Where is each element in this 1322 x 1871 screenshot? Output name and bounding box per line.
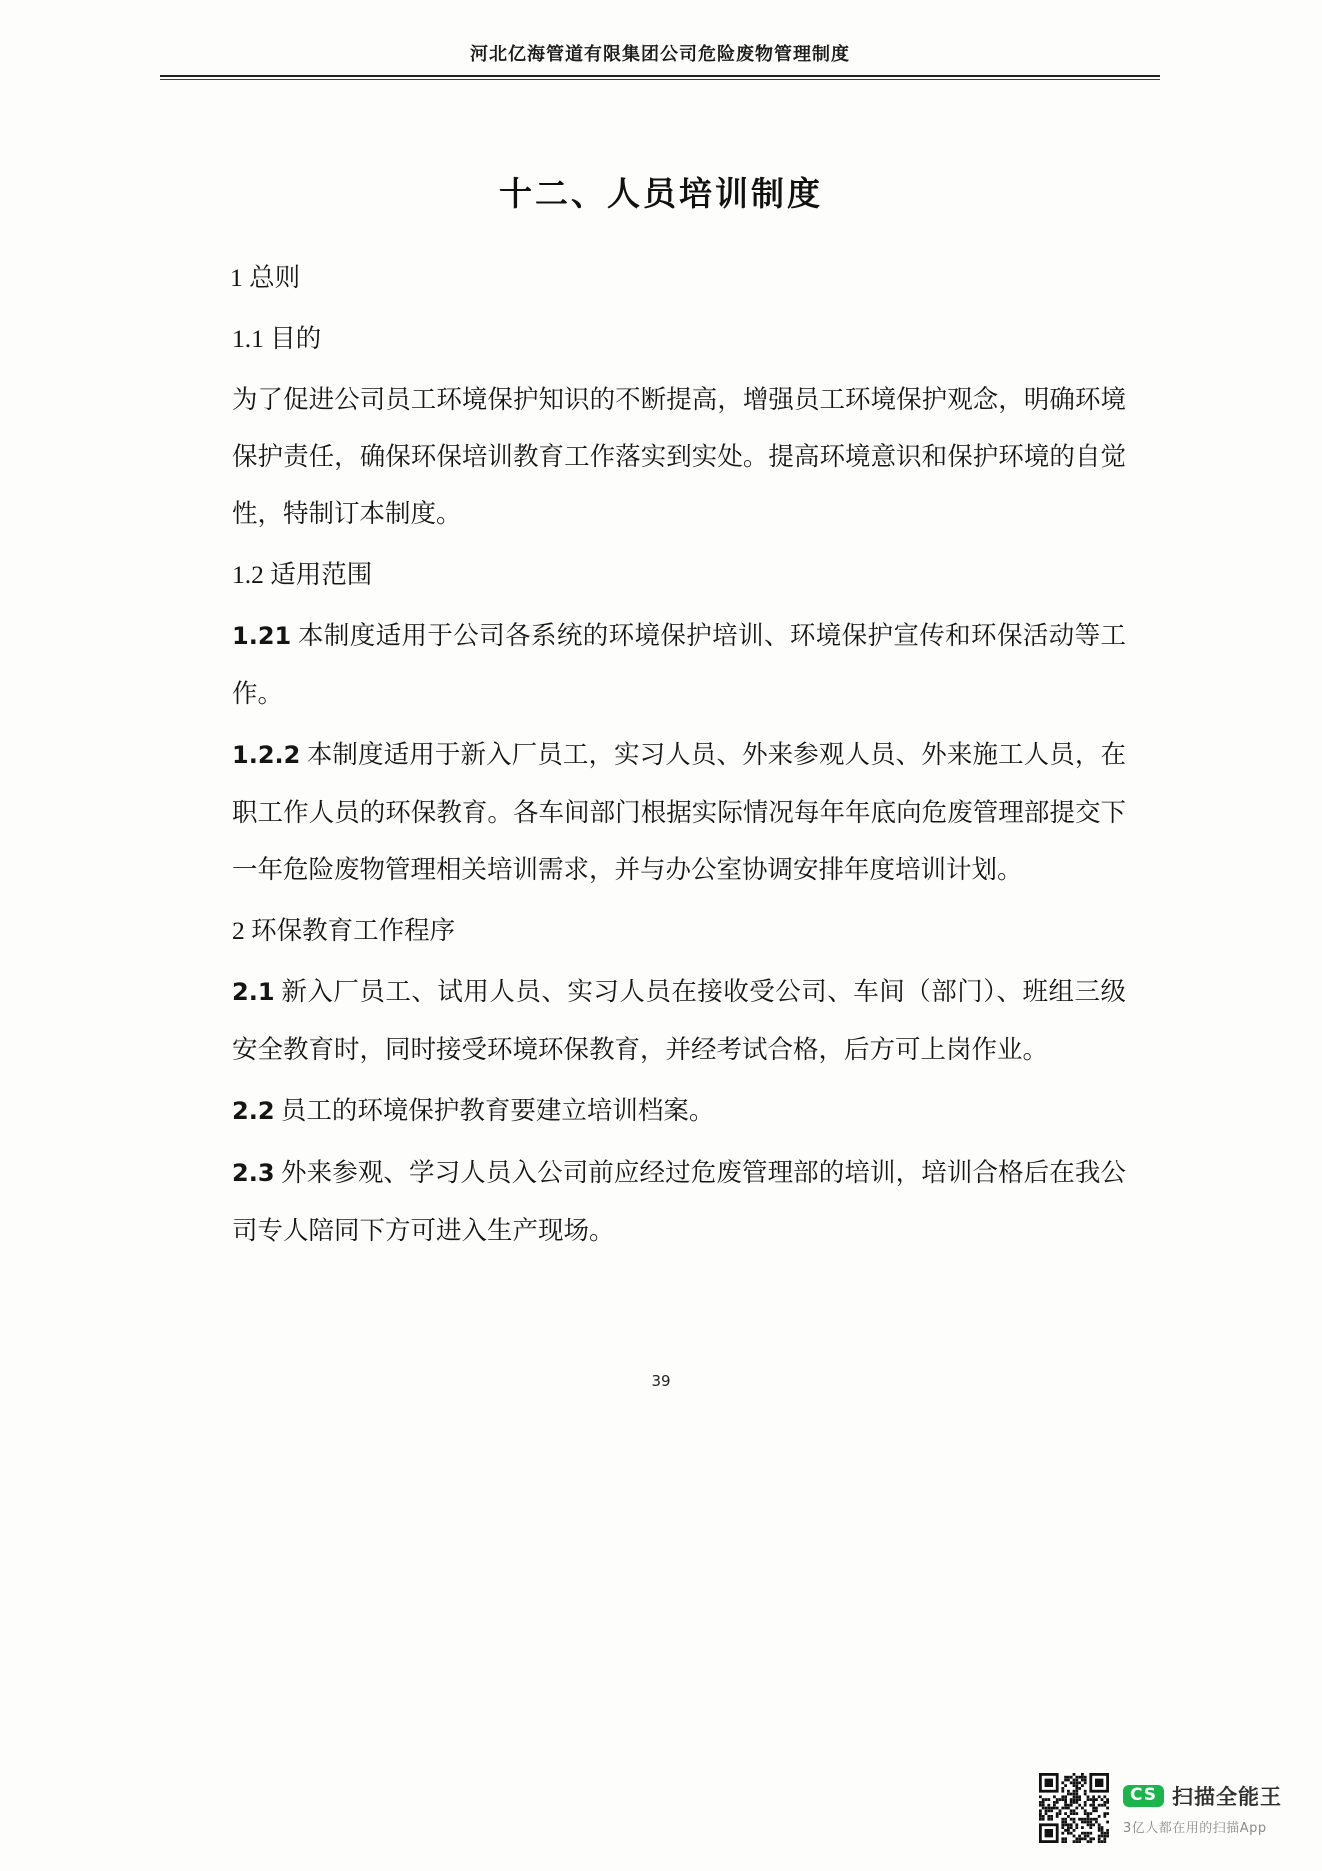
paragraph-2-3	[196, 1144, 1126, 1259]
page-title: 十二、人员培训制度	[499, 174, 823, 213]
page-number: 39	[651, 1372, 671, 1390]
section-heading-1-1: 1.1 目的	[232, 324, 322, 353]
clause-text-2-1: 新入厂员工、试用人员、实习人员在接收受公司、车间（部门）、班组三级安全教育时，同时接受环境环保教育，并经考试合格，后方可上岗作业。	[232, 977, 1126, 1064]
clause-number-1-21: 1.21	[232, 622, 292, 650]
clause-text-1-21: 本制度适用于公司各系统的环境保护培训、环境保护宣传和环保活动等工作。	[232, 621, 1126, 708]
paragraph-2-2	[196, 1082, 1126, 1140]
paragraph-2-1	[196, 963, 1126, 1078]
header-rule-thin	[160, 79, 1160, 80]
qr-code-icon	[1039, 1773, 1109, 1843]
clause-number-2-3: 2.3	[232, 1159, 275, 1187]
section-heading-1: 1 总则	[230, 263, 301, 292]
clause-text-2-3: 外来参观、学习人员入公司前应经过危废管理部的培训，培训合格后在我公司专人陪同下方可进入生产现场。	[232, 1158, 1126, 1245]
scanner-watermark	[1039, 1773, 1282, 1843]
clause-number-2-1: 2.1	[232, 978, 275, 1006]
document-body	[196, 140, 1126, 1263]
paragraph-1-2-2	[196, 726, 1126, 898]
clause-text-1-2-2: 本制度适用于新入厂员工，实习人员、外来参观人员、外来施工人员，在职工作人员的环保教育。各车间部门根据实际情况每年年底向危废管理部提交下一年危险废物管理相关培训需求，并与办公室协调安排年度培训计划。	[232, 740, 1126, 884]
clause-text-2-2: 员工的环境保护教育要建立培训档案。	[280, 1096, 715, 1125]
camscanner-logo-icon: CS	[1123, 1785, 1164, 1807]
clause-number-1-2-2: 1.2.2	[232, 741, 301, 769]
section-heading-1-2: 1.2 适用范围	[232, 560, 373, 589]
watermark-tagline: 3亿人都在用的扫描App	[1122, 1820, 1267, 1836]
page-header	[160, 40, 1160, 80]
header-rule-thick	[160, 75, 1160, 77]
clause-number-2-2: 2.2	[232, 1097, 275, 1125]
watermark-app-name: 扫描全能王	[1172, 1784, 1282, 1809]
section-heading-2: 2 环保教育工作程序	[232, 916, 456, 945]
watermark-text	[1123, 1781, 1282, 1836]
paragraph-1-21	[196, 607, 1126, 722]
running-title: 河北亿海管道有限集团公司危险废物管理制度	[470, 44, 850, 65]
paragraph-purpose: 为了促进公司员工环境保护知识的不断提高，增强员工环境保护观念，明确环境保护责任，确保环保培训教育工作落实到实处。提高环境意识和保护环境的自觉性，特制订本制度。	[232, 385, 1126, 528]
